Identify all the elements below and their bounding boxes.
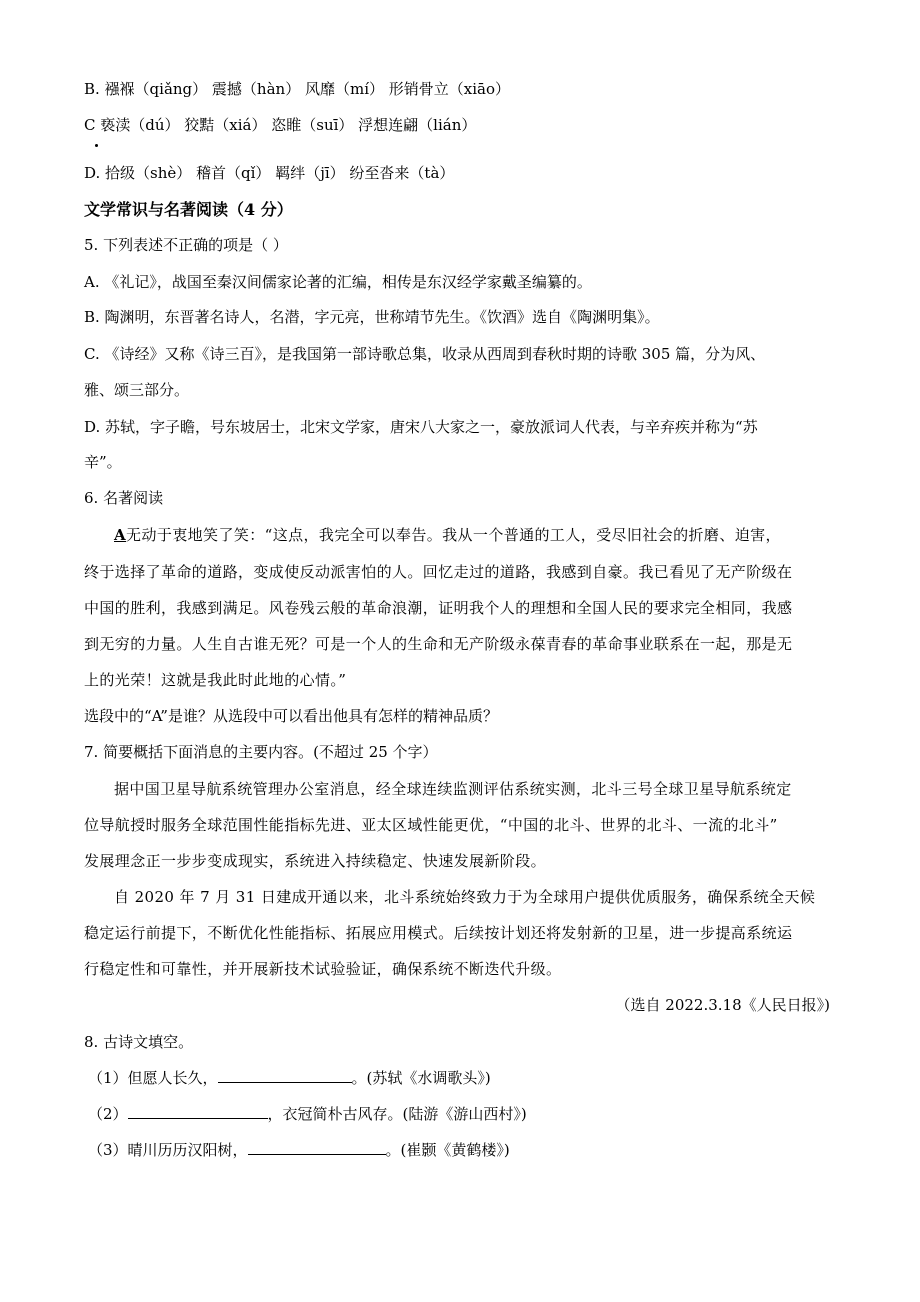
q5-option-c-line1: C. 《诗经》又称《诗三百》，是我国第一部诗歌总集，收录从西周到春秋时期的诗歌 305 篇，分为风、 [84, 345, 766, 363]
q6-passage-line1 [114, 524, 781, 546]
q6-passage-line2: 终于选择了革命的道路，变成使反动派害怕的人。回忆走过的道路，我感到自豪。我已看见了无产阶级在 [84, 563, 793, 581]
q8-item-3-source: 。(崔颢《黄鹤楼》) [385, 1141, 510, 1159]
q5-option-a: A. 《礼记》，战国至秦汉间儒家论著的汇编，相传是东汉经学家戴圣编纂的。 [84, 273, 592, 291]
q8-item-2-text: （2） [88, 1105, 128, 1123]
q6-stem: 6. 名著阅读 [84, 489, 164, 507]
q7-passage-line3: 发展理念正一步步变成现实，系统进入持续稳定、快速发展新阶段。 [84, 852, 547, 870]
q5-option-d-line2: 辛”。 [84, 453, 122, 471]
q8-item-2-source: ，衣冠简朴古风存。(陆游《游山西村》) [267, 1105, 527, 1123]
q8-stem: 8. 古诗文填空。 [84, 1033, 194, 1051]
q4-option-c: C 亵渎（dú） 狡黠（xiá） 恣睢（suī） 浮想连翩（lián） [84, 116, 477, 134]
q8-item-3-text: （3）晴川历历汉阳树， [88, 1141, 248, 1159]
q5-option-c-line2: 雅、颂三部分。 [84, 381, 190, 399]
q5-stem: 5. 下列表述不正确的项是（ ） [84, 236, 288, 254]
q6-marker-a: A [114, 526, 127, 544]
q4-option-d: D. 拾级（shè） 稽首（qǐ） 羁绊（jī） 纷至沓来（tà） [84, 164, 455, 182]
q5-option-d-line1: D. 苏轼，字子瞻，号东坡居士，北宋文学家，唐宋八大家之一，豪放派词人代表，与辛弃疾并称为“苏 [84, 418, 758, 436]
q6-question: 选段中的“A”是谁？从选段中可以看出他具有怎样的精神品质？ [84, 707, 498, 725]
section-heading: 文学常识与名著阅读（4 分） [84, 200, 293, 219]
q8-item-1-blank[interactable] [218, 1068, 352, 1083]
q7-passage-line6: 行稳定性和可靠性，并开展新技术试验验证，确保系统不断迭代升级。 [84, 960, 562, 978]
q6-passage-line5: 上的光荣！这就是我此时此地的心情。” [84, 671, 347, 689]
q8-item-1-source: 。(苏轼《水调歌头》) [351, 1069, 491, 1087]
q8-item-1-text: （1）但愿人长久， [88, 1069, 218, 1087]
q6-passage-text1: 无动于衷地笑了笑：“这点，我完全可以奉告。我从一个普通的工人，受尽旧社会的折磨、迫害， [126, 526, 781, 544]
q7-passage-line1: 据中国卫星导航系统管理办公室消息，经全球连续监测评估系统实测，北斗三号全球卫星导航系统定 [114, 780, 792, 798]
emphasis-dot [95, 144, 98, 147]
q8-item-3-blank[interactable] [248, 1140, 386, 1155]
q4-option-b: B. 襁褓（qiǎng） 震撼（hàn） 风靡（mí） 形销骨立（xiāo） [84, 80, 510, 98]
q7-passage-line2: 位导航授时服务全球范围性能指标先进、亚太区域性能更优，“中国的北斗、世界的北斗、一流的北斗” [84, 816, 778, 834]
q7-passage-line4: 自 2020 年 7 月 31 日建成开通以来，北斗系统始终致力于为全球用户提供优质服务，确保系统全天候 [114, 888, 816, 906]
q8-item-3 [88, 1139, 510, 1161]
q5-option-b: B. 陶渊明，东晋著名诗人，名潜，字元亮，世称靖节先生。《饮酒》选自《陶渊明集》。 [84, 308, 660, 326]
q7-stem: 7. 简要概括下面消息的主要内容。(不超过 25 个字） [84, 743, 438, 761]
q8-item-2 [88, 1103, 527, 1125]
q6-passage-line3: 中国的胜利，我感到满足。风卷残云般的革命浪潮，证明我个人的理想和全国人民的要求完全相同，我感 [84, 599, 793, 617]
q8-item-2-blank[interactable] [128, 1104, 268, 1119]
q8-item-1 [88, 1067, 491, 1089]
q7-passage-line5: 稳定运行前提下，不断优化性能指标、拓展应用模式。后续按计划还将发射新的卫星，进一步提高系统运 [84, 924, 793, 942]
q6-passage-line4: 到无穷的力量。人生自古谁无死？可是一个人的生命和无产阶级永葆青春的革命事业联系在一起，那是无 [84, 635, 793, 653]
q7-source: （选自 2022.3.18《人民日报》) [615, 996, 830, 1014]
